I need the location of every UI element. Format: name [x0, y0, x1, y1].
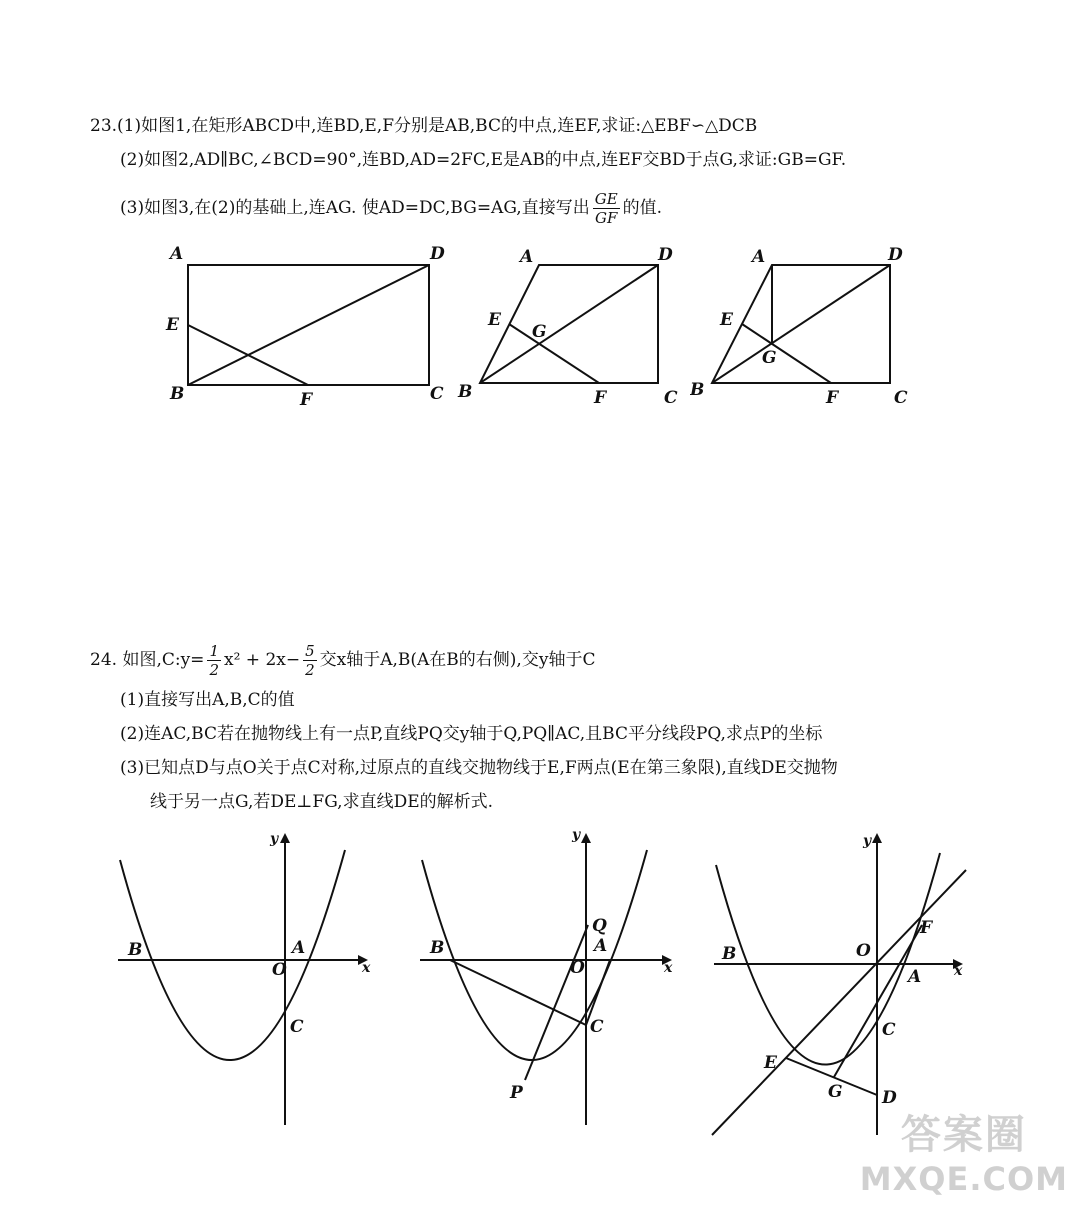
- label-o: O: [856, 941, 871, 961]
- figure-1: [160, 235, 460, 415]
- q23-part3-end: 的值.: [622, 198, 663, 218]
- watermark-url: MXQE.COM: [859, 1160, 1068, 1198]
- line-ac: [586, 960, 610, 1025]
- q24-part2: (2)连AC,BC若在抛物线上有一点P,直线PQ交y轴于Q,PQ∥AC,且BC平分线段PQ,求点P的坐标: [120, 724, 823, 744]
- label-b: B: [722, 944, 737, 964]
- label-o: O: [272, 960, 287, 980]
- watermark: [860, 1103, 1068, 1198]
- q23-part1: 23.(1)如图1,在矩形ABCD中,连BD,E,F分别是AB,BC的中点,连EF,求证:△EBF∽△DCB: [90, 116, 758, 136]
- q24-stem-start: 24. 如图,C:y=: [90, 650, 205, 670]
- x-axis-label: x: [954, 963, 963, 979]
- fraction-denominator: 2: [209, 661, 219, 679]
- fraction-denominator: 2: [305, 661, 315, 679]
- q24-stem: [90, 642, 595, 679]
- label-a: A: [908, 967, 922, 987]
- fraction-numerator: GE: [594, 190, 618, 208]
- label-q: Q: [592, 916, 607, 936]
- label-b: B: [170, 384, 185, 404]
- graph-3: [700, 825, 980, 1145]
- label-b: B: [458, 382, 473, 402]
- ge-gf-fraction: [593, 190, 620, 227]
- fraction-numerator: 1: [209, 642, 219, 660]
- label-d: D: [430, 244, 445, 264]
- line-bd: [188, 265, 429, 385]
- line-bd: [712, 265, 890, 383]
- x-axis-label: x: [362, 960, 371, 976]
- parabola: [422, 850, 647, 1060]
- label-d: D: [658, 245, 673, 265]
- q23-part3: [120, 190, 662, 227]
- graph-2: [410, 825, 680, 1135]
- label-p: P: [510, 1083, 523, 1103]
- line-pq: [525, 925, 588, 1080]
- x-axis-label: x: [664, 960, 673, 976]
- y-axis-label: y: [863, 833, 872, 849]
- fraction-one-half: [207, 642, 221, 679]
- label-b: B: [690, 380, 705, 400]
- q23-part2: (2)如图2,AD∥BC,∠BCD=90°,连BD,AD=2FC,E是AB的中点,连EF交BD于点G,求证:GB=GF.: [120, 150, 847, 170]
- label-c: C: [882, 1020, 896, 1040]
- y-arrow-icon: [280, 833, 290, 843]
- parabola: [120, 850, 345, 1060]
- fraction-five-halves: [303, 642, 317, 679]
- label-g: G: [532, 322, 547, 342]
- label-f: F: [826, 388, 839, 408]
- label-a: A: [752, 247, 766, 267]
- fraction-numerator: 5: [305, 642, 315, 660]
- y-axis-label: y: [572, 827, 581, 843]
- fraction-denominator: GF: [594, 209, 618, 227]
- figure-3: [690, 235, 930, 415]
- label-b: B: [128, 940, 143, 960]
- line-bc: [450, 960, 586, 1025]
- q24-part3: (3)已知点D与点O关于点C对称,过原点的直线交抛物线于E,F两点(E在第三象限),直线DE交抛物: [120, 758, 838, 778]
- label-d: D: [888, 245, 903, 265]
- label-f: F: [920, 918, 933, 938]
- line-bd: [480, 265, 658, 383]
- label-c: C: [664, 388, 678, 408]
- label-c: C: [894, 388, 908, 408]
- watermark-logo-text: 答案圈: [900, 1112, 1027, 1158]
- label-f: F: [594, 388, 607, 408]
- label-g: G: [762, 348, 777, 368]
- label-a: A: [170, 244, 184, 264]
- label-a: A: [520, 247, 534, 267]
- q24-stem-mid: x² + 2x−: [223, 650, 301, 670]
- label-e: E: [720, 310, 733, 330]
- label-a: A: [594, 936, 608, 956]
- q24-part3-cont: 线于另一点G,若DE⊥FG,求直线DE的解析式.: [150, 792, 494, 812]
- y-axis-label: y: [270, 831, 279, 847]
- y-arrow-icon: [872, 833, 882, 843]
- label-f: F: [300, 390, 313, 410]
- label-g: G: [828, 1082, 843, 1102]
- label-e: E: [488, 310, 501, 330]
- label-e: E: [764, 1053, 777, 1073]
- q23-part3-text: (3)如图3,在(2)的基础上,连AG. 使AD=DC,BG=AG,直接写出: [120, 198, 590, 218]
- label-c: C: [430, 384, 444, 404]
- graph-1: [110, 825, 380, 1135]
- label-e: E: [166, 315, 179, 335]
- label-b: B: [430, 938, 445, 958]
- label-a: A: [292, 938, 306, 958]
- q24-part1: (1)直接写出A,B,C的值: [120, 690, 295, 710]
- q24-stem-end: 交x轴于A,B(A在B的右侧),交y轴于C: [319, 650, 596, 670]
- label-c: C: [290, 1017, 304, 1037]
- label-c: C: [590, 1017, 604, 1037]
- y-arrow-icon: [581, 833, 591, 843]
- label-o: O: [570, 958, 585, 978]
- label-d: D: [882, 1088, 897, 1108]
- parabola: [716, 853, 940, 1065]
- figure-2: [450, 235, 690, 415]
